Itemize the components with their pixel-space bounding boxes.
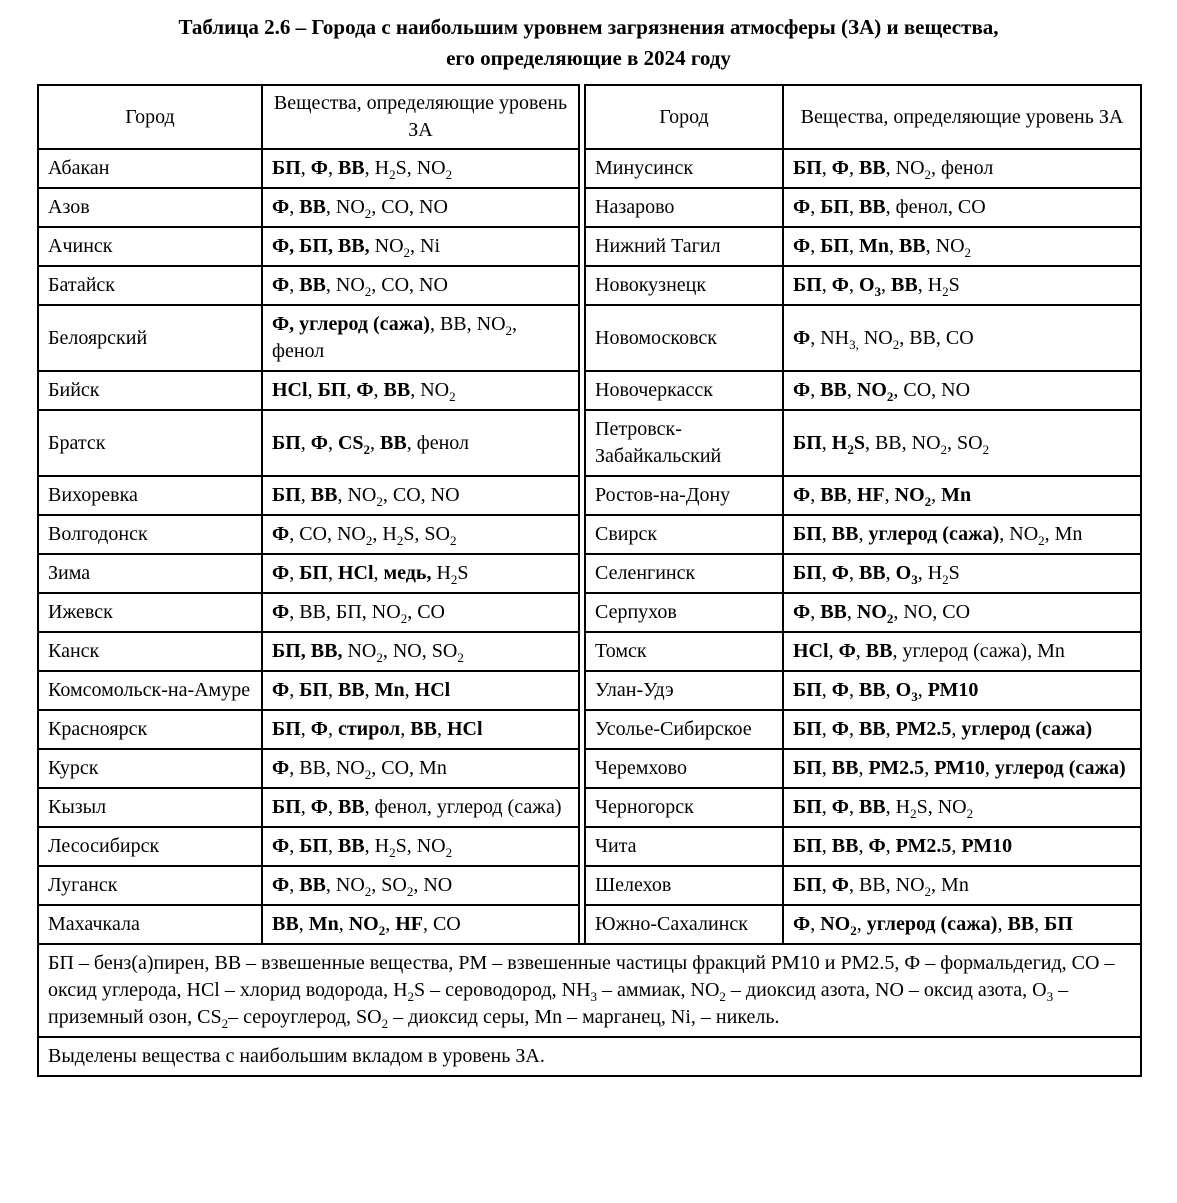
substances-cell-right: Ф, ВВ, $NO_2$, CO, NO (783, 371, 1141, 410)
header-row (38, 85, 1141, 149)
substances-cell-left: Ф, ВВ, $NO_2$, $SO_2$, NO (262, 866, 579, 905)
substances-cell-left: БП, Ф, $CS_2$, ВВ, фенол (262, 410, 579, 476)
substances-cell-right: Ф, БП, ВВ, фенол, CO (783, 188, 1141, 227)
substances-cell-right: Ф, $NO_2$, углерод (сажа), ВВ, БП (783, 905, 1141, 944)
city-cell-left: Азов (38, 188, 262, 227)
substances-cell-right: Ф, ВВ, $NO_2$, NO, CO (783, 593, 1141, 632)
city-cell-right: Свирск (585, 515, 783, 554)
substances-cell-right: БП, ВВ, РМ2.5, РМ10, углерод (сажа) (783, 749, 1141, 788)
header-city-left: Город (38, 85, 262, 149)
abbreviations-legend: БП – бенз(а)пирен, ВВ – взвешенные вещества, РМ – взвешенные частицы фракций РМ10 и РМ2.5, Ф – формальдегид, СО – оксид углерода, HCl – хлорид водорода, $H_2S$ – сероводород, $NH_3$ – аммиак, $NO_2$ – диоксид азота, NO – оксид азота, $O_3$ – приземный озон, $CS_2-$ сероуглерод, $SO_2$ – диоксид серы, Mn – марганец, Ni, – никель. (38, 944, 1141, 1037)
substances-cell-left: Ф, углерод (сажа), ВВ, $NO_2$, фенол (262, 305, 579, 371)
substances-cell-left: Ф, БП, ВВ, Mn, HCl (262, 671, 579, 710)
substances-cell-left: БП, Ф, ВВ, фенол, углерод (сажа) (262, 788, 579, 827)
substances-cell-right: БП, $H_2S$, ВВ, $NO_2$, $SO_2$ (783, 410, 1141, 476)
header-city-right: Город (585, 85, 783, 149)
city-cell-right: Нижний Тагил (585, 227, 783, 266)
city-cell-right: Новокузнецк (585, 266, 783, 305)
city-cell-right: Южно-Сахалинск (585, 905, 783, 944)
table-row (38, 671, 1141, 710)
table-row (38, 710, 1141, 749)
table-row (38, 632, 1141, 671)
substances-cell-right: БП, Ф, ВВ, $H_2S$, $NO_2$ (783, 788, 1141, 827)
city-cell-left: Лесосибирск (38, 827, 262, 866)
table-row (38, 410, 1141, 476)
city-cell-right: Ростов-на-Дону (585, 476, 783, 515)
substances-cell-left: БП, Ф, стирол, ВВ, HCl (262, 710, 579, 749)
city-cell-left: Братск (38, 410, 262, 476)
city-cell-right: Черемхово (585, 749, 783, 788)
city-cell-right: Томск (585, 632, 783, 671)
city-cell-left: Бийск (38, 371, 262, 410)
table-row (38, 149, 1141, 188)
city-cell-right: Назарово (585, 188, 783, 227)
table-row (38, 188, 1141, 227)
city-cell-right: Серпухов (585, 593, 783, 632)
city-cell-right: Черногорск (585, 788, 783, 827)
substances-cell-left: БП, Ф, ВВ, $H_2S$, $NO_2$ (262, 149, 579, 188)
substances-cell-right: БП, Ф, $O_3$, ВВ, $H_2S$ (783, 266, 1141, 305)
pollution-table (37, 84, 1142, 1077)
table-row (38, 905, 1141, 944)
city-cell-right: Новомосковск (585, 305, 783, 371)
substances-cell-right: БП, ВВ, Ф, РМ2.5, РМ10 (783, 827, 1141, 866)
city-cell-left: Канск (38, 632, 262, 671)
city-cell-right: Новочеркасск (585, 371, 783, 410)
substances-cell-right: БП, Ф, ВВ, $NO_2$, фенол (783, 149, 1141, 188)
substances-cell-left: Ф, БП, HCl, медь, $H_2S$ (262, 554, 579, 593)
table-row (38, 593, 1141, 632)
substances-cell-left: Ф, ВВ, БП, $NO_2$, CO (262, 593, 579, 632)
substances-cell-right: БП, Ф, ВВ, РМ2.5, углерод (сажа) (783, 710, 1141, 749)
bold-note: Выделены вещества с наибольшим вкладом в уровень ЗА. (38, 1037, 1141, 1076)
city-cell-left: Красноярск (38, 710, 262, 749)
substances-cell-left: Ф, ВВ, $NO_2$, CO, NO (262, 266, 579, 305)
substances-cell-right: БП, Ф, ВВ, $NO_2$, Mn (783, 866, 1141, 905)
table-row (38, 371, 1141, 410)
table-row (38, 554, 1141, 593)
table-row (38, 827, 1141, 866)
substances-cell-left: Ф, ВВ, $NO_2$, CO, Mn (262, 749, 579, 788)
substances-cell-left: Ф, БП, ВВ, $NO_2$, Ni (262, 227, 579, 266)
table-row (38, 515, 1141, 554)
table-row (38, 788, 1141, 827)
table-row (38, 227, 1141, 266)
table-row (38, 476, 1141, 515)
substances-cell-left: БП, ВВ, $NO_2$, NO, $SO_2$ (262, 632, 579, 671)
city-cell-left: Комсомольск-на-Амуре (38, 671, 262, 710)
city-cell-left: Абакан (38, 149, 262, 188)
substances-cell-right: БП, Ф, ВВ, $O_3$, $H_2S$ (783, 554, 1141, 593)
city-cell-right: Чита (585, 827, 783, 866)
city-cell-left: Вихоревка (38, 476, 262, 515)
city-cell-right: Минусинск (585, 149, 783, 188)
table-row (38, 866, 1141, 905)
city-cell-left: Белоярский (38, 305, 262, 371)
substances-cell-right: Ф, $NH_{3,}$ $NO_2$, ВВ, CO (783, 305, 1141, 371)
city-cell-right: Усолье-Сибирское (585, 710, 783, 749)
city-cell-left: Кызыл (38, 788, 262, 827)
city-cell-left: Ачинск (38, 227, 262, 266)
substances-cell-left: HCl, БП, Ф, ВВ, $NO_2$ (262, 371, 579, 410)
table-title-line-1: Таблица 2.6 – Города с наибольшим уровнем загрязнения атмосферы (ЗА) и вещества, (178, 15, 999, 39)
city-cell-right: Шелехов (585, 866, 783, 905)
header-substances-left: Вещества, определяющие уровень ЗА (262, 85, 579, 149)
table-title-line-2: его определяющие в 2024 году (446, 46, 731, 70)
substances-cell-right: Ф, ВВ, HF, $NO_2$, Mn (783, 476, 1141, 515)
legend-row (38, 944, 1141, 1037)
table-row (38, 305, 1141, 371)
note-row (38, 1037, 1141, 1076)
substances-cell-right: БП, ВВ, углерод (сажа), $NO_2$, Mn (783, 515, 1141, 554)
substances-cell-right: БП, Ф, ВВ, $O_3$, РМ10 (783, 671, 1141, 710)
city-cell-right: Селенгинск (585, 554, 783, 593)
city-cell-left: Луганск (38, 866, 262, 905)
substances-cell-right: Ф, БП, Mn, ВВ, $NO_2$ (783, 227, 1141, 266)
table-row (38, 749, 1141, 788)
city-cell-right: Петровск-Забайкальский (585, 410, 783, 476)
header-substances-right: Вещества, определяющие уровень ЗА (783, 85, 1141, 149)
table-title (37, 12, 1140, 74)
city-cell-left: Ижевск (38, 593, 262, 632)
substances-cell-left: ВВ, Mn, $NO_2$, HF, CO (262, 905, 579, 944)
city-cell-left: Волгодонск (38, 515, 262, 554)
substances-cell-left: Ф, ВВ, $NO_2$, CO, NO (262, 188, 579, 227)
substances-cell-left: Ф, БП, ВВ, $H_2S$, $NO_2$ (262, 827, 579, 866)
city-cell-left: Батайск (38, 266, 262, 305)
city-cell-left: Зима (38, 554, 262, 593)
substances-cell-right: HCl, Ф, ВВ, углерод (сажа), Mn (783, 632, 1141, 671)
substances-cell-left: БП, ВВ, $NO_2$, CO, NO (262, 476, 579, 515)
substances-cell-left: Ф, CO, $NO_2$, $H_2S$, $SO_2$ (262, 515, 579, 554)
city-cell-left: Махачкала (38, 905, 262, 944)
city-cell-left: Курск (38, 749, 262, 788)
city-cell-right: Улан-Удэ (585, 671, 783, 710)
table-row (38, 266, 1141, 305)
